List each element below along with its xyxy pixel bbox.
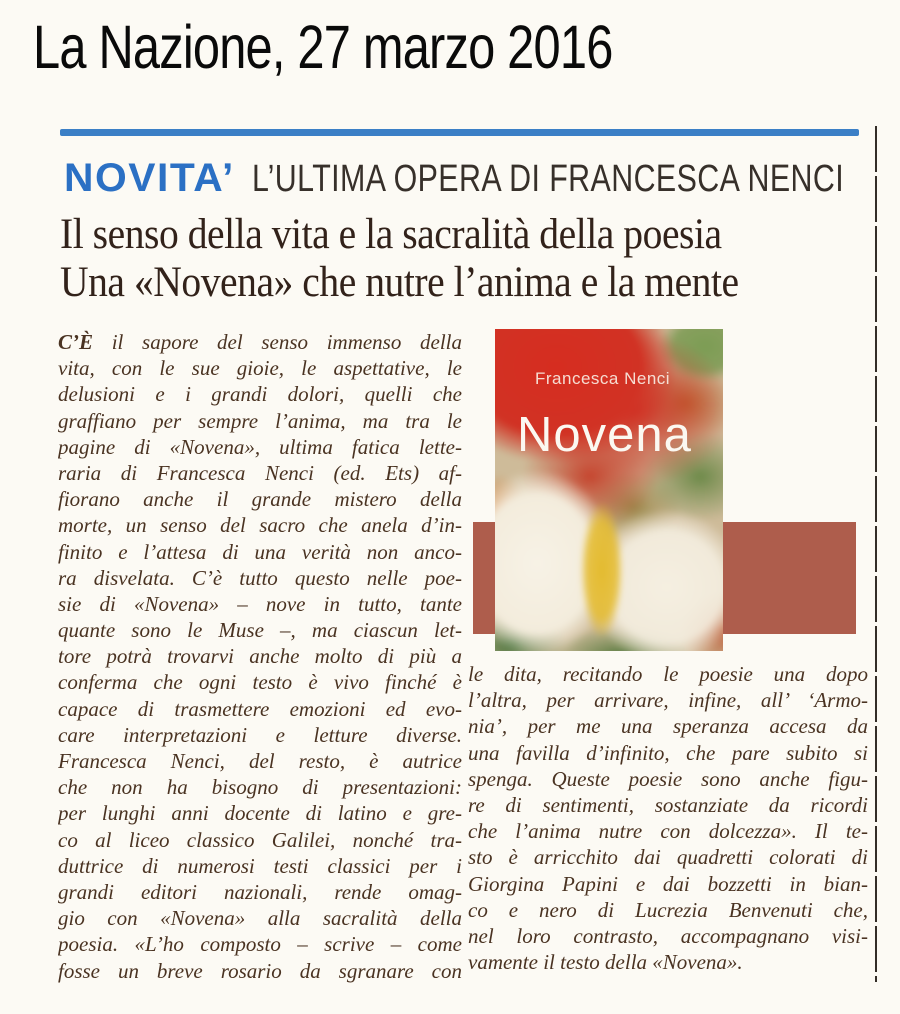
headline-line-1: Il senso della vita e la sacralità della poesia (60, 211, 722, 258)
body-line: spenga. Queste poesie sono anche figu- (468, 766, 868, 791)
body-line: che non ha bisogno di presentazioni: (58, 775, 462, 800)
body-line: care interpretazioni e letture diverse. (58, 722, 462, 747)
body-line: nel loro contrasto, accompagnano visi- (468, 923, 868, 948)
article-column-left (58, 330, 462, 985)
body-line: delusioni e i grandi dolori, quelli che (58, 382, 462, 407)
kicker-title: L’ULTIMA OPERA DI FRANCESCA NENCI (251, 158, 844, 200)
book-cover-author: Francesca Nenci (535, 369, 671, 388)
masthead-title: La Nazione, 27 marzo 2016 (33, 13, 613, 81)
intro-rest: il sapore del senso immenso della (111, 330, 462, 354)
body-line: poesia. «L’ho composto – scrive – come (58, 932, 462, 957)
column-divider-line (875, 126, 877, 982)
body-line: per lunghi anni docente di latino e gre- (58, 801, 462, 826)
body-line: gio con «Novena» alla sacralità della (58, 906, 462, 931)
headline-line-2: Una «Novena» che nutre l’anima e la mente (60, 259, 739, 306)
body-line: co al liceo classico Galilei, nonché tra- (58, 827, 462, 852)
body-line: fiorano anche il grande mistero della (58, 487, 462, 512)
book-cover-title: Novena (517, 408, 692, 462)
body-line: che l’anima nutre con dolcezza». Il te- (468, 819, 868, 844)
body-line: Francesca Nenci, del resto, è autrice (58, 749, 462, 773)
body-line: nia’, per me una speranza accesa da (468, 714, 868, 739)
intro-lead: C’È (58, 330, 94, 354)
body-line: capace di trasmettere emozioni ed evo- (58, 696, 462, 721)
body-line: fosse un breve rosario da sgranare con (58, 958, 462, 983)
book-cover (495, 329, 723, 651)
body-line: l’altra, per arrivare, infine, all’ ‘Armo- (468, 688, 868, 713)
kicker-row (64, 156, 900, 201)
body-line: raria di Francesca Nenci (ed. Ets) af- (58, 460, 462, 485)
body-line: tore potrà trovarvi anche molto di più a (58, 644, 462, 669)
body-line: re di sentimenti, sostanziate da ricordi (468, 792, 868, 817)
body-line: sto è arricchito dai quadretti colorati di (468, 845, 868, 870)
body-line: morte, un senso del sacro che anela d’in- (58, 513, 462, 538)
body-line: co e nero di Lucrezia Benvenuti che, (468, 897, 868, 922)
body-line: grandi editori nazionali, rende omag- (58, 879, 462, 904)
body-line: finito e l’attesa di una verità non anco- (58, 539, 462, 564)
kicker-badge: NOVITA’ (64, 156, 235, 200)
body-line: duttrice di numerosi testi classici per i (58, 853, 462, 878)
body-line: pagine di «Novena», ultima fatica lette- (58, 434, 462, 459)
body-line: vamente il testo della «Novena». (468, 950, 743, 975)
article-headline (60, 211, 798, 307)
body-line: quante sono le Muse –, ma ciascun let- (58, 618, 462, 643)
body-line: ra disvelata. C’è tutto questo nelle poe- (58, 565, 462, 590)
body-line: conferma che ogni testo è vivo finché è (58, 670, 462, 695)
body-line: una favilla d’infinito, che pare subito si (468, 740, 868, 765)
section-rule (60, 129, 859, 136)
body-line: sie di «Novena» – nove in tutto, tante (58, 591, 462, 616)
body-line: graffiano per sempre l’anima, ma tra le (58, 408, 462, 433)
body-line: Giorgina Papini e dai bozzetti in bian- (468, 871, 868, 896)
article-column-right (468, 662, 868, 976)
body-line-intro (58, 330, 462, 356)
body-line: le dita, recitando le poesie una dopo (468, 662, 868, 686)
body-line: vita, con le sue gioie, le aspettative, le (58, 356, 462, 381)
